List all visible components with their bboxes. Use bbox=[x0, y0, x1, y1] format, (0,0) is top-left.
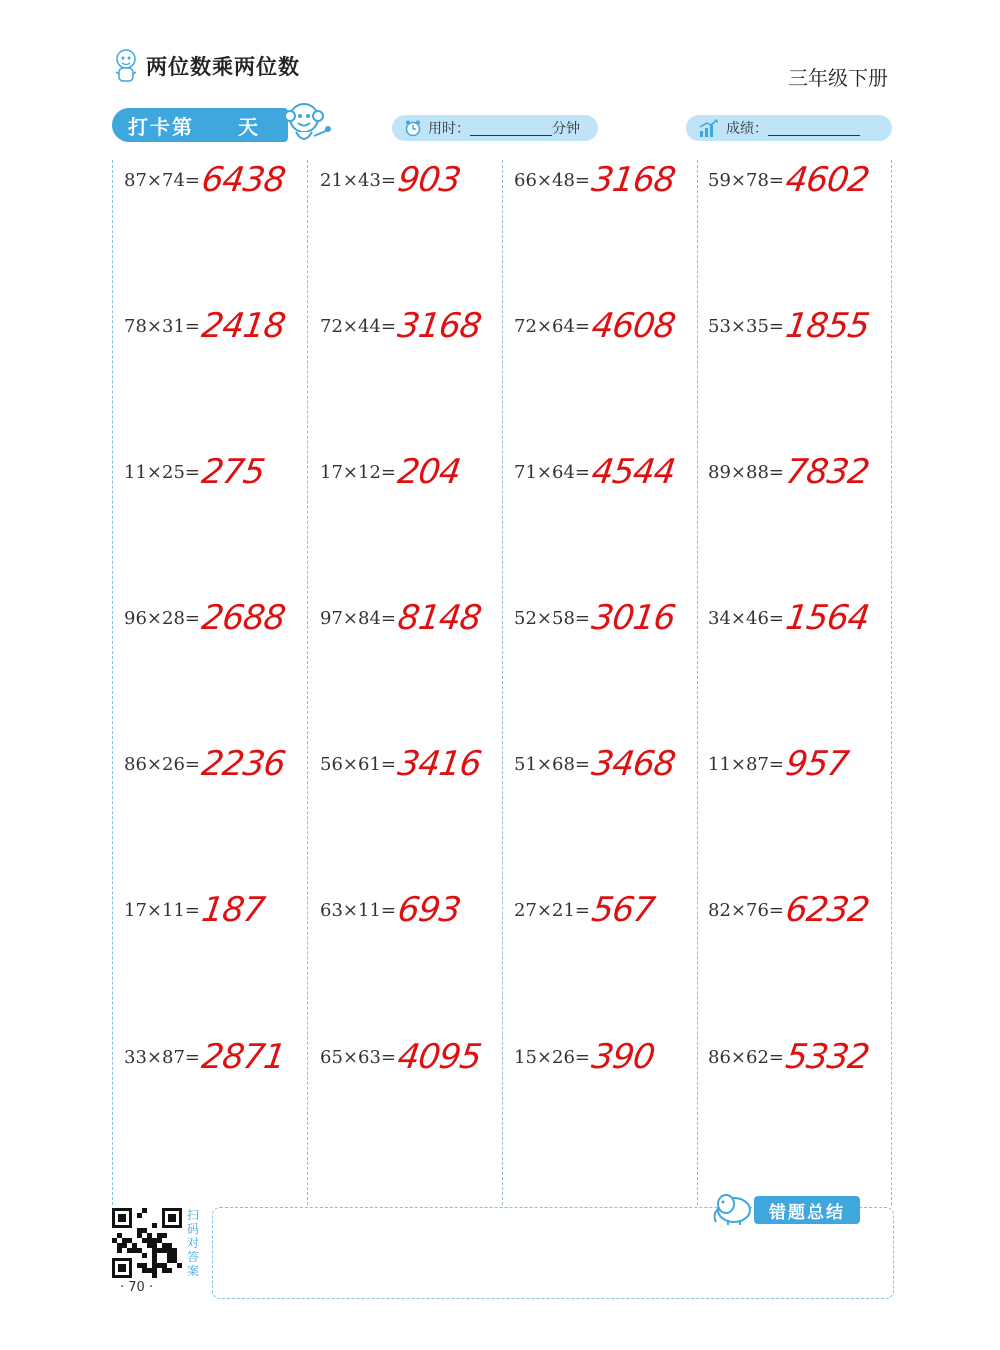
problem-expression: 72×64= bbox=[514, 315, 590, 337]
problem-item bbox=[514, 442, 678, 502]
qr-code-icon bbox=[112, 1208, 182, 1278]
elephant-mascot-icon bbox=[706, 1190, 758, 1226]
time-unit-label: 分钟 bbox=[552, 121, 580, 137]
handwritten-answer: 204 bbox=[395, 452, 463, 492]
problem-expression: 59×78= bbox=[708, 169, 784, 191]
mistake-summary-tag: 错题总结 bbox=[754, 1196, 860, 1224]
handwritten-answer: 390 bbox=[589, 1037, 657, 1077]
handwritten-answer: 3168 bbox=[589, 160, 678, 200]
handwritten-answer: 1564 bbox=[783, 598, 872, 638]
checkin-day-suffix: 天 bbox=[238, 114, 260, 139]
problem-expression: 86×62= bbox=[708, 1046, 784, 1068]
problem-item bbox=[124, 880, 267, 940]
handwritten-answer: 4602 bbox=[783, 160, 872, 200]
handwritten-answer: 2688 bbox=[199, 598, 288, 638]
problem-item bbox=[124, 442, 267, 502]
problem-item bbox=[320, 296, 484, 356]
problem-expression: 34×46= bbox=[708, 607, 784, 629]
handwritten-answer: 1855 bbox=[783, 306, 872, 346]
problem-expression: 33×87= bbox=[124, 1046, 200, 1068]
handwritten-answer: 3168 bbox=[395, 306, 484, 346]
handwritten-answer: 5332 bbox=[783, 1037, 872, 1077]
handwritten-answer: 187 bbox=[199, 890, 267, 930]
problem-item bbox=[708, 442, 872, 502]
handwritten-answer: 903 bbox=[395, 160, 463, 200]
problem-expression: 96×28= bbox=[124, 607, 200, 629]
column-divider bbox=[502, 160, 503, 1205]
monkey-mascot-icon bbox=[280, 100, 332, 148]
column-divider bbox=[112, 160, 113, 1205]
problem-item bbox=[708, 588, 872, 648]
handwritten-answer: 275 bbox=[199, 452, 267, 492]
handwritten-answer: 7832 bbox=[783, 452, 872, 492]
problem-expression: 17×11= bbox=[124, 899, 200, 921]
handwritten-answer: 2418 bbox=[199, 306, 288, 346]
score-field bbox=[686, 115, 892, 141]
problem-item bbox=[708, 880, 872, 940]
problem-expression: 15×26= bbox=[514, 1046, 590, 1068]
handwritten-answer: 3016 bbox=[589, 598, 678, 638]
problem-item bbox=[320, 734, 484, 794]
problem-expression: 11×25= bbox=[124, 461, 200, 483]
grade-label: 三年级下册 bbox=[788, 66, 888, 90]
problem-expression: 27×21= bbox=[514, 899, 590, 921]
problem-expression: 53×35= bbox=[708, 315, 784, 337]
problem-expression: 71×64= bbox=[514, 461, 590, 483]
handwritten-answer: 8148 bbox=[395, 598, 484, 638]
column-divider bbox=[891, 160, 892, 1205]
problem-expression: 97×84= bbox=[320, 607, 396, 629]
problem-expression: 78×31= bbox=[124, 315, 200, 337]
problem-expression: 89×88= bbox=[708, 461, 784, 483]
problem-expression: 52×58= bbox=[514, 607, 590, 629]
header-title-group bbox=[112, 48, 300, 84]
problem-expression: 21×43= bbox=[320, 169, 396, 191]
problem-item bbox=[514, 734, 678, 794]
handwritten-answer: 6232 bbox=[783, 890, 872, 930]
checkin-day-banner bbox=[112, 108, 288, 142]
problem-item bbox=[514, 880, 657, 940]
problem-item bbox=[124, 296, 288, 356]
problem-expression: 87×74= bbox=[124, 169, 200, 191]
problem-item bbox=[320, 588, 484, 648]
problem-expression: 56×61= bbox=[320, 753, 396, 775]
problem-item bbox=[514, 150, 678, 210]
problem-item bbox=[124, 588, 288, 648]
handwritten-answer: 4095 bbox=[395, 1037, 484, 1077]
problem-item bbox=[708, 734, 851, 794]
time-spent-label: 用时： bbox=[428, 121, 470, 137]
page-number: · 70 · bbox=[120, 1280, 154, 1295]
book-title: 两位数乘两位数 bbox=[146, 55, 300, 79]
clock-icon bbox=[404, 119, 422, 137]
handwritten-answer: 6438 bbox=[199, 160, 288, 200]
column-divider bbox=[307, 160, 308, 1205]
problem-item bbox=[124, 150, 288, 210]
problem-expression: 65×63= bbox=[320, 1046, 396, 1068]
problem-expression: 86×26= bbox=[124, 753, 200, 775]
handwritten-answer: 4608 bbox=[589, 306, 678, 346]
problem-expression: 17×12= bbox=[320, 461, 396, 483]
problem-item bbox=[514, 588, 678, 648]
handwritten-answer: 693 bbox=[395, 890, 463, 930]
checkin-day-prefix: 打卡第 bbox=[128, 114, 194, 139]
handwritten-answer: 3416 bbox=[395, 744, 484, 784]
problem-item bbox=[320, 1027, 484, 1087]
time-spent-field bbox=[392, 115, 598, 141]
problem-item bbox=[708, 296, 872, 356]
handwritten-answer: 567 bbox=[589, 890, 657, 930]
problem-expression: 63×11= bbox=[320, 899, 396, 921]
column-divider bbox=[697, 160, 698, 1205]
handwritten-answer: 3468 bbox=[589, 744, 678, 784]
score-chart-icon bbox=[698, 118, 720, 138]
mascot-icon bbox=[112, 48, 140, 84]
handwritten-answer: 4544 bbox=[589, 452, 678, 492]
problem-item bbox=[514, 296, 678, 356]
score-label: 成绩： bbox=[726, 121, 768, 137]
score-blank[interactable] bbox=[768, 121, 860, 136]
problem-expression: 72×44= bbox=[320, 315, 396, 337]
scan-answer-label: 扫码对答案 bbox=[187, 1208, 200, 1278]
handwritten-answer: 957 bbox=[783, 744, 851, 784]
handwritten-answer: 2871 bbox=[199, 1037, 288, 1077]
problem-item bbox=[320, 880, 463, 940]
handwritten-answer: 2236 bbox=[199, 744, 288, 784]
problem-item bbox=[708, 1027, 872, 1087]
problem-item bbox=[708, 150, 872, 210]
problem-expression: 51×68= bbox=[514, 753, 590, 775]
problem-item bbox=[320, 150, 463, 210]
problem-item bbox=[514, 1027, 657, 1087]
problem-item bbox=[124, 1027, 288, 1087]
problem-item bbox=[124, 734, 288, 794]
time-spent-blank[interactable] bbox=[470, 121, 552, 136]
problem-expression: 11×87= bbox=[708, 753, 784, 775]
problem-item bbox=[320, 442, 463, 502]
problem-expression: 66×48= bbox=[514, 169, 590, 191]
problem-expression: 82×76= bbox=[708, 899, 784, 921]
